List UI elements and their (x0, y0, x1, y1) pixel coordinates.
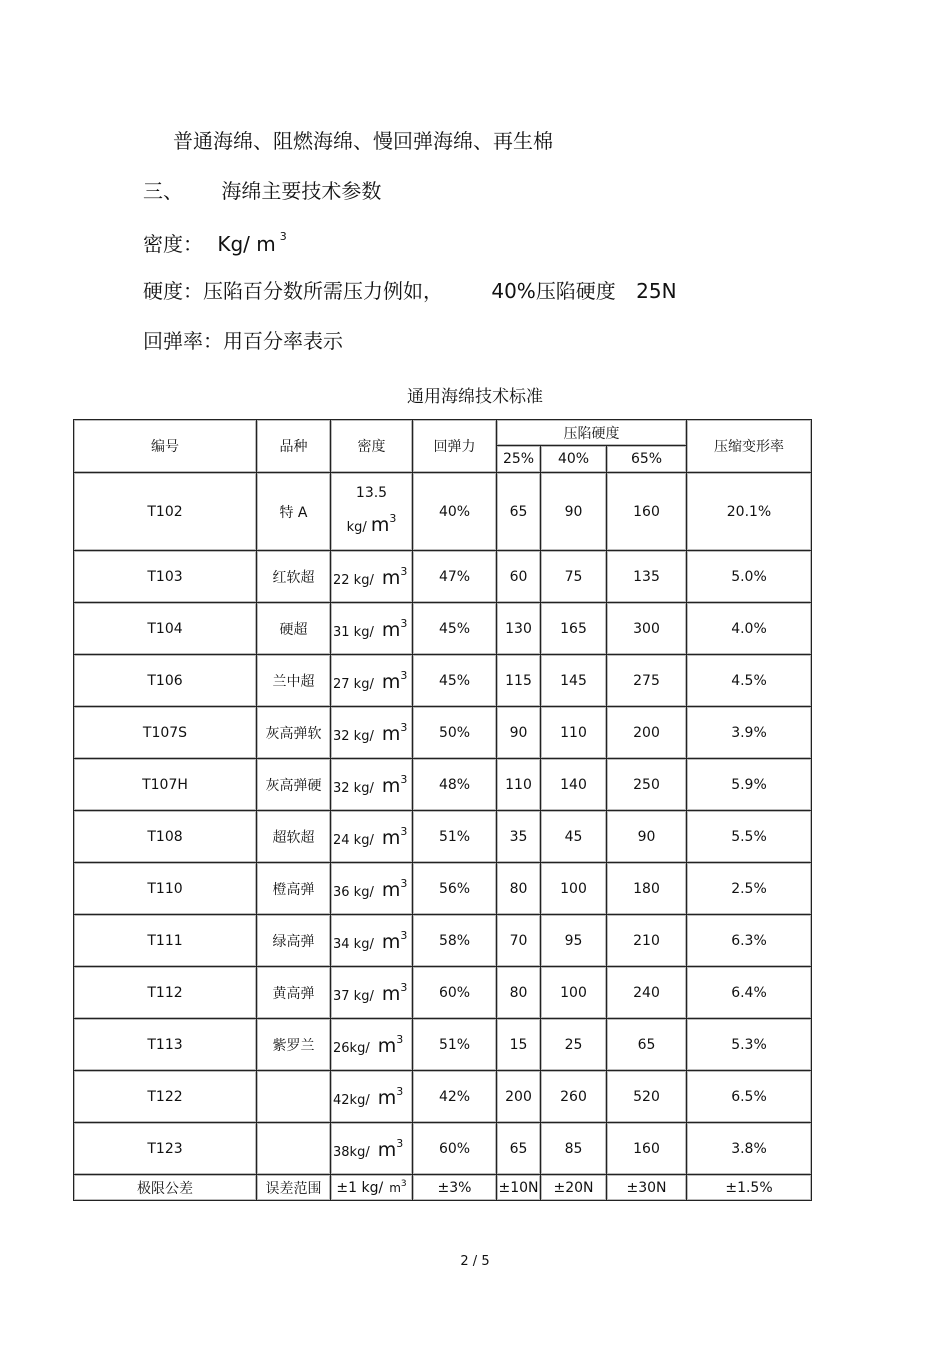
section-number: 三、 (143, 179, 183, 203)
header-rebound: 回弹力 (413, 420, 497, 473)
cell-variety: 灰高弹软 (257, 707, 331, 759)
cell-rebound: 51% (413, 811, 497, 863)
cell-h25: 90 (497, 707, 541, 759)
density-m: $m^3$ (370, 511, 397, 536)
density-kg: 42kg/ (333, 1092, 370, 1108)
cell-variety: 特 A (257, 473, 331, 551)
table-row (74, 1071, 812, 1123)
density-m: $m^3$ (381, 824, 408, 849)
cell-h25: 200 (497, 1071, 541, 1123)
header-65: 65% (607, 446, 687, 473)
section-title: 海绵主要技术参数 (221, 179, 382, 203)
cell-density (331, 759, 413, 811)
density-m: $m^3$ (381, 668, 408, 693)
cell-compression: 6.4% (687, 967, 812, 1019)
cell-density (331, 967, 413, 1019)
cell-h40: 140 (541, 759, 607, 811)
header-compression: 压缩变形率 (687, 420, 812, 473)
density-m: $m^3$ (377, 1084, 404, 1109)
cell-code: T108 (74, 811, 257, 863)
cell-code: T104 (74, 603, 257, 655)
cell-code: T106 (74, 655, 257, 707)
cell-h40: 25 (541, 1019, 607, 1071)
cell-rebound: 56% (413, 863, 497, 915)
density-m: $m^3$ (377, 1032, 404, 1057)
table-row (74, 551, 812, 603)
cell-h40: 110 (541, 707, 607, 759)
cell-h25: 130 (497, 603, 541, 655)
cell-code: T110 (74, 863, 257, 915)
cell-compression: 6.3% (687, 915, 812, 967)
tolerance-h40: ±20N (541, 1175, 607, 1201)
header-code: 编号 (74, 420, 257, 473)
hardness-example: 40%压陷硬度 (491, 279, 616, 303)
cell-rebound: 45% (413, 603, 497, 655)
cell-h25: 65 (497, 1123, 541, 1175)
cell-rebound: 58% (413, 915, 497, 967)
cell-rebound: 42% (413, 1071, 497, 1123)
cell-density (331, 603, 413, 655)
tolerance-rebound: ±3% (413, 1175, 497, 1201)
cell-rebound: 50% (413, 707, 497, 759)
density-m: $m^3$ (381, 616, 408, 641)
density-kg: 22 kg/ (333, 572, 374, 588)
cell-code: T107S (74, 707, 257, 759)
cell-compression: 5.3% (687, 1019, 812, 1071)
cell-density (331, 655, 413, 707)
table-row (74, 603, 812, 655)
table-row (74, 915, 812, 967)
cell-compression: 2.5% (687, 863, 812, 915)
table-row (74, 811, 812, 863)
cell-h40: 100 (541, 863, 607, 915)
cell-rebound: 60% (413, 1123, 497, 1175)
cell-variety: 紫罗兰 (257, 1019, 331, 1071)
cell-density (331, 863, 413, 915)
cell-compression: 5.5% (687, 811, 812, 863)
cell-h65: 250 (607, 759, 687, 811)
density-kg: 31 kg/ (333, 624, 374, 640)
table-row (74, 1019, 812, 1071)
cell-code: T111 (74, 915, 257, 967)
cell-compression: 4.5% (687, 655, 812, 707)
density-sup: 3 (279, 230, 287, 243)
cell-density (331, 1123, 413, 1175)
cell-rebound: 47% (413, 551, 497, 603)
cell-rebound: 60% (413, 967, 497, 1019)
cell-density (331, 811, 413, 863)
tolerance-label: 极限公差 (74, 1175, 257, 1201)
tolerance-density-kg: ±1 kg/ (336, 1180, 384, 1196)
cell-density (331, 1019, 413, 1071)
density-kg: 37 kg/ (333, 988, 374, 1004)
cell-code: T102 (74, 473, 257, 551)
cell-variety: 橙高弹 (257, 863, 331, 915)
hardness-label: 硬度：压陷百分数所需压力例如， (143, 279, 443, 303)
density-line (143, 231, 287, 254)
density-kg: 24 kg/ (333, 832, 374, 848)
tolerance-compression: ±1.5% (687, 1175, 812, 1201)
tolerance-row (74, 1175, 812, 1201)
cell-h65: 200 (607, 707, 687, 759)
cell-h40: 75 (541, 551, 607, 603)
cell-compression: 20.1% (687, 473, 812, 551)
cell-h40: 165 (541, 603, 607, 655)
cell-h40: 95 (541, 915, 607, 967)
cell-variety: 绿高弹 (257, 915, 331, 967)
cell-h25: 35 (497, 811, 541, 863)
cell-h65: 160 (607, 1123, 687, 1175)
density-kg: 34 kg/ (333, 936, 374, 952)
cell-code: T122 (74, 1071, 257, 1123)
hardness-value: 25N (636, 279, 677, 303)
density-m: $m^3$ (377, 1136, 404, 1161)
cell-h40: 260 (541, 1071, 607, 1123)
tolerance-h25: ±10N (497, 1175, 541, 1201)
header-indentation: 压陷硬度 (497, 420, 687, 446)
tolerance-density (331, 1175, 413, 1201)
cell-compression: 6.5% (687, 1071, 812, 1123)
cell-h65: 275 (607, 655, 687, 707)
cell-variety: 灰高弹硬 (257, 759, 331, 811)
cell-h65: 160 (607, 473, 687, 551)
cell-density (331, 915, 413, 967)
cell-density (331, 473, 413, 551)
cell-rebound: 51% (413, 1019, 497, 1071)
cell-code: T103 (74, 551, 257, 603)
cell-compression: 4.0% (687, 603, 812, 655)
cell-variety (257, 1071, 331, 1123)
cell-h25: 60 (497, 551, 541, 603)
table-row (74, 473, 812, 551)
table-row (74, 707, 812, 759)
cell-variety: 超软超 (257, 811, 331, 863)
header-row (74, 420, 812, 446)
density-kg: 26kg/ (333, 1040, 370, 1056)
cell-h65: 90 (607, 811, 687, 863)
material-types-line: 普通海绵、阻燃海绵、慢回弹海绵、再生棉 (173, 129, 553, 153)
cell-h65: 300 (607, 603, 687, 655)
cell-density (331, 707, 413, 759)
cell-h40: 85 (541, 1123, 607, 1175)
density-kg: 38kg/ (333, 1144, 370, 1160)
table-row (74, 759, 812, 811)
table-row (74, 863, 812, 915)
cell-h40: 45 (541, 811, 607, 863)
cell-code: T107H (74, 759, 257, 811)
cell-h40: 90 (541, 473, 607, 551)
density-m: $m^3$ (381, 980, 408, 1005)
cell-compression: 5.0% (687, 551, 812, 603)
density-kg: kg/ (346, 519, 367, 535)
page-number: 2 / 5 (460, 1254, 490, 1269)
cell-h25: 15 (497, 1019, 541, 1071)
cell-h65: 240 (607, 967, 687, 1019)
cell-variety: 红软超 (257, 551, 331, 603)
density-label: 密度： (143, 232, 203, 256)
cell-variety: 黄高弹 (257, 967, 331, 1019)
density-kg: 27 kg/ (333, 676, 374, 692)
cell-density (331, 1071, 413, 1123)
density-m: $m^3$ (381, 772, 408, 797)
cell-rebound: 48% (413, 759, 497, 811)
density-m: $m^3$ (381, 928, 408, 953)
table-caption: 通用海绵技术标准 (407, 387, 543, 407)
cell-h65: 180 (607, 863, 687, 915)
cell-code: T123 (74, 1123, 257, 1175)
cell-h25: 80 (497, 967, 541, 1019)
sponge-standards-table (73, 419, 812, 1201)
table-row (74, 967, 812, 1019)
table-row (74, 655, 812, 707)
header-25: 25% (497, 446, 541, 473)
density-kg: 32 kg/ (333, 780, 374, 796)
cell-variety: 硬超 (257, 603, 331, 655)
cell-variety: 兰中超 (257, 655, 331, 707)
cell-variety (257, 1123, 331, 1175)
header-40: 40% (541, 446, 607, 473)
cell-h25: 70 (497, 915, 541, 967)
hardness-line (143, 281, 677, 301)
cell-compression: 3.9% (687, 707, 812, 759)
cell-density (331, 551, 413, 603)
cell-compression: 3.8% (687, 1123, 812, 1175)
density-kg: 36 kg/ (333, 884, 374, 900)
cell-h65: 210 (607, 915, 687, 967)
header-density: 密度 (331, 420, 413, 473)
cell-h25: 80 (497, 863, 541, 915)
density-number: 13.5 (355, 485, 388, 502)
tolerance-h65: ±30N (607, 1175, 687, 1201)
cell-h65: 520 (607, 1071, 687, 1123)
tolerance-range: 误差范围 (257, 1175, 331, 1201)
density-m: $m^3$ (381, 720, 408, 745)
tolerance-density-m: $m^3$ (389, 1179, 407, 1195)
cell-rebound: 45% (413, 655, 497, 707)
cell-h40: 145 (541, 655, 607, 707)
density-m: $m^3$ (381, 876, 408, 901)
cell-h65: 135 (607, 551, 687, 603)
cell-code: T113 (74, 1019, 257, 1071)
cell-h40: 100 (541, 967, 607, 1019)
rebound-line: 回弹率：用百分率表示 (143, 329, 343, 353)
density-m: $m^3$ (381, 564, 408, 589)
section-heading (143, 181, 381, 201)
cell-h65: 65 (607, 1019, 687, 1071)
cell-h25: 115 (497, 655, 541, 707)
cell-code: T112 (74, 967, 257, 1019)
cell-h25: 110 (497, 759, 541, 811)
cell-rebound: 40% (413, 473, 497, 551)
density-unit: Kg/ m (217, 232, 276, 256)
density-unit (331, 507, 412, 543)
cell-h25: 65 (497, 473, 541, 551)
density-kg: 32 kg/ (333, 728, 374, 744)
cell-compression: 5.9% (687, 759, 812, 811)
table-row (74, 1123, 812, 1175)
header-variety: 品种 (257, 420, 331, 473)
